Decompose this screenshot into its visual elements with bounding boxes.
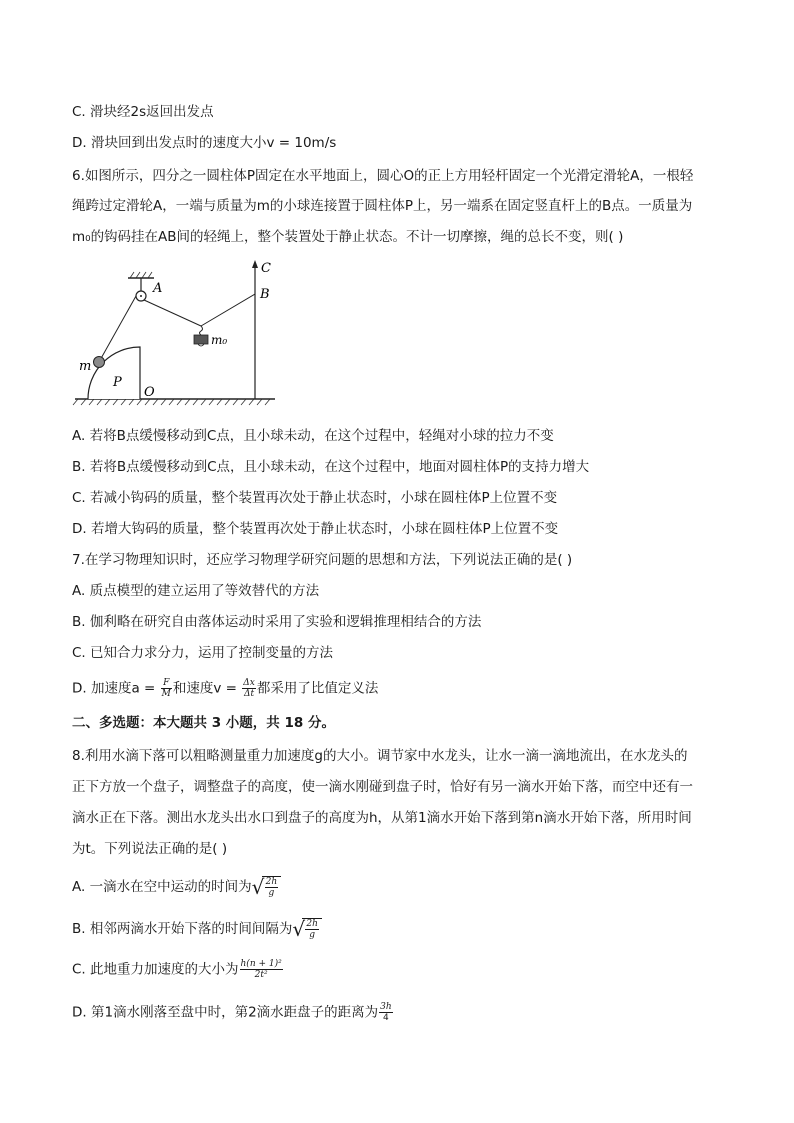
ball-m bbox=[94, 357, 105, 368]
ground-hatch bbox=[73, 399, 270, 405]
sqrt-2h-over-g: √ $\frac{2h}{g}$ bbox=[292, 918, 322, 940]
q6-option-d: D. 若增大钩码的质量，整个装置再次处于静止状态时，小球在圆柱体P上位置不变 bbox=[72, 521, 559, 537]
q6-option-b: B. 若将B点缓慢移动到C点，且小球未动，在这个过程中，地面对圆柱体P的支持力增大 bbox=[72, 459, 590, 475]
q8-option-d: D. 第1滴水刚落至盘中时，第2滴水距盘子的距离为 $\frac{3h}{4}$ bbox=[72, 1002, 392, 1023]
sqrt-2h-over-g: √ $\frac{2h}{g}$ bbox=[252, 876, 282, 898]
q6-option-a: A. 若将B点缓慢移动到C点，且小球未动，在这个过程中，轻绳对小球的拉力不变 bbox=[72, 428, 554, 444]
q8-option-b: B. 相邻两滴水开始下落的时间间隔为 √ $\frac{2h}{g}$ bbox=[72, 918, 322, 940]
rope-pulley-to-hook bbox=[144, 300, 201, 326]
ceiling-hatch bbox=[130, 272, 152, 278]
q6-option-c: C. 若减小钩码的质量，整个装置再次处于静止状态时，小球在圆柱体P上位置不变 bbox=[72, 490, 558, 506]
q7-option-d: D. 加速度a = $\frac{F}{M}$ 和速度v = $\frac{\Delta x}{\Delta t}$ 都采用了比值定义法 bbox=[72, 678, 379, 699]
label-m: m bbox=[79, 359, 92, 374]
label-m0: m₀ bbox=[211, 333, 228, 347]
rope-hook-to-b bbox=[201, 294, 255, 326]
q8-stem-line-4: 为t。下列说法正确的是( ) bbox=[72, 841, 228, 857]
q8-stem-line-3: 滴水正在下落。测出水龙头出水口到盘子的高度为h，从第1滴水开始下落到第n滴水开始下落，所用时间 bbox=[72, 810, 692, 826]
q8-option-a: A. 一滴水在空中运动的时间为 √ $\frac{2h}{g}$ bbox=[72, 876, 281, 898]
hook-weight-m0 bbox=[194, 335, 208, 344]
q6-figure bbox=[70, 258, 285, 410]
fraction-gravity: $\frac{\text{h(n + 1)²}}{\text{2t²}}$ bbox=[240, 959, 282, 980]
label-b: B bbox=[260, 287, 270, 302]
q8-stem-line-1: 8.利用水滴下落可以粗略测量重力加速度g的大小。调节家中水龙头，让水一滴一滴地流出，在水龙头的 bbox=[72, 748, 688, 764]
label-o: O bbox=[144, 385, 155, 400]
q8-stem-line-2: 正下方放一个盘子，调整盘子的高度，使一滴水刚碰到盘子时，恰好有另一滴水开始下落，而空中还有一 bbox=[72, 779, 693, 795]
label-a: A bbox=[153, 281, 163, 296]
q6-stem-line-1: 6.如图所示，四分之一圆柱体P固定在水平地面上，圆心O的正上方用轻杆固定一个光滑定滑轮A，一根轻 bbox=[72, 168, 694, 184]
label-p: P bbox=[113, 375, 122, 390]
fraction-dx-over-dt: $\frac{\Delta x}{\Delta t}$ bbox=[243, 678, 255, 699]
q8-option-c: C. 此地重力加速度的大小为 $\frac{\text{h(n + 1)²}}{\text{2t²}}$ bbox=[72, 959, 282, 980]
fraction-3h-over-4: $\frac{3h}{4}$ bbox=[380, 1002, 392, 1023]
q5-option-d: D. 滑块回到出发点时的速度大小v = 10m/s bbox=[72, 135, 337, 151]
q6-stem-line-2: 绳跨过定滑轮A，一端与质量为m的小球连接置于圆柱体P上，另一端系在固定竖直杆上的B点。一质量为 bbox=[72, 198, 693, 214]
q7-option-b: B. 伽利略在研究自由落体运动时采用了实验和逻辑推理相结合的方法 bbox=[72, 614, 482, 630]
quarter-cylinder-p bbox=[88, 347, 140, 399]
section-heading-multiple-choice: 二、多选题：本大题共 3 小题，共 18 分。 bbox=[72, 715, 335, 731]
label-c: C bbox=[261, 261, 271, 276]
hook bbox=[200, 326, 203, 335]
q5-option-c: C. 滑块经2s返回出发点 bbox=[72, 104, 214, 120]
q7-stem: 7.在学习物理知识时，还应学习物理学研究问题的思想和方法，下列说法正确的是( ) bbox=[72, 552, 573, 568]
fraction-f-over-m: $\frac{F}{M}$ bbox=[161, 678, 171, 699]
q6-stem-line-3: m₀的钩码挂在AB间的轻绳上，整个装置处于静止状态。不计一切摩擦，绳的总长不变，则( ) bbox=[72, 229, 624, 245]
q7-option-a: A. 质点模型的建立运用了等效替代的方法 bbox=[72, 583, 320, 599]
pole-arrow bbox=[252, 260, 258, 268]
q7-option-c: C. 已知合力求分力，运用了控制变量的方法 bbox=[72, 645, 334, 661]
